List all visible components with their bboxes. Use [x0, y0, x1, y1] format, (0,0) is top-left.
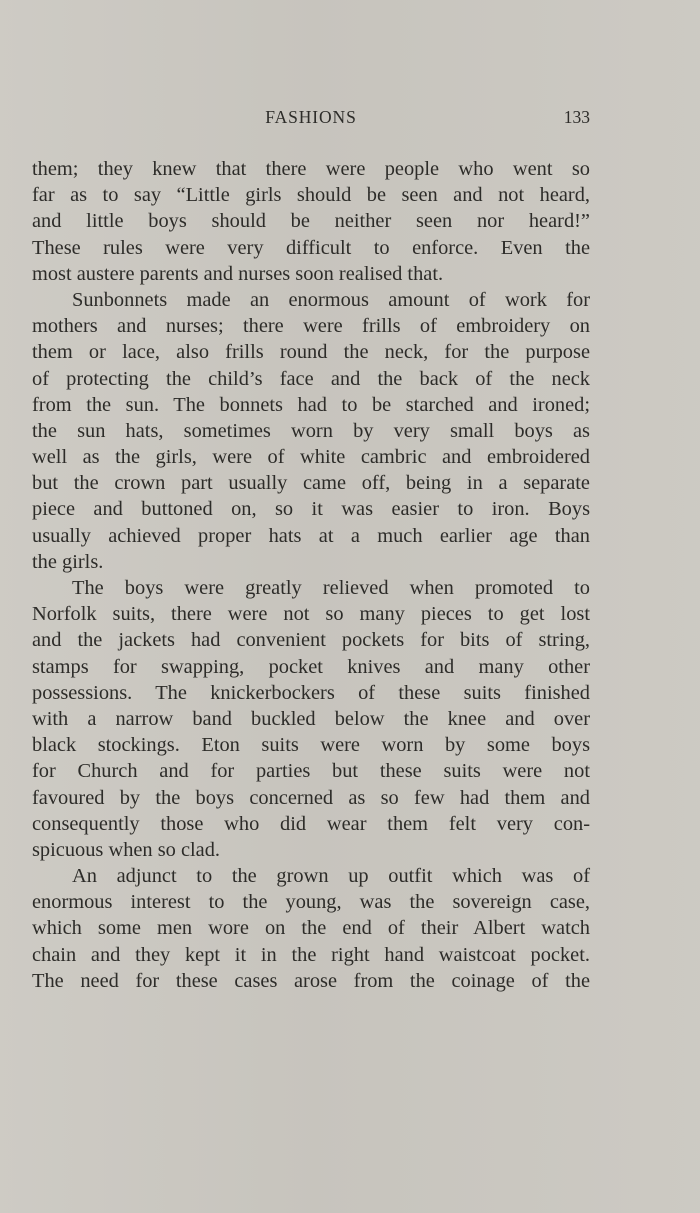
text-line: the sun hats, sometimes worn by very small boys as	[32, 419, 590, 442]
text-line: favoured by the boys concerned as so few had them and	[32, 786, 590, 809]
text-line: possessions. The knickerbockers of these suits finished	[32, 681, 590, 704]
text-line: them or lace, also frills round the neck, for the purpose	[32, 341, 590, 364]
text-line: spicuous when so clad.	[32, 838, 221, 861]
text-line: them; they knew that there were people who went so	[32, 158, 590, 180]
text-line: of protecting the child’s face and the back of the neck	[32, 367, 590, 390]
text-line: Sunbonnets made an enormous amount of work for	[72, 288, 590, 311]
text-line: Norfolk suits, there were not so many pieces to get lost	[32, 603, 590, 626]
text-line: well as the girls, were of white cambric and embroidered	[32, 446, 590, 469]
text-line: which some men wore on the end of their Albert watch	[32, 917, 590, 940]
text-line: The boys were greatly relieved when promoted to	[72, 577, 590, 599]
text-line: mothers and nurses; there were frills of embroidery on	[32, 315, 590, 338]
text-line: enormous interest to the young, was the sovereign case,	[32, 891, 590, 914]
text-line: most austere parents and nurses soon realised that.	[32, 262, 444, 285]
text-line: chain and they kept it in the right hand waistcoat pocket.	[32, 943, 590, 966]
text-line: The need for these cases arose from the coinage of the	[32, 969, 590, 992]
text-line: from the sun. The bonnets had to be starched and ironed;	[32, 393, 590, 416]
text-line: consequently those who did wear them felt very con-	[32, 812, 590, 835]
text-line: stamps for swapping, pocket knives and many other	[32, 655, 590, 678]
text-line: for Church and for parties but these suits were not	[32, 760, 590, 783]
body-text	[32, 156, 590, 994]
text-line: piece and buttoned on, so it was easier to iron. Boys	[32, 498, 590, 521]
text-line: An adjunct to the grown up outfit which was of	[72, 865, 590, 888]
text-line: far as to say “Little girls should be seen and not heard,	[32, 184, 590, 207]
text-line: but the crown part usually came off, being in a separate	[32, 472, 590, 495]
running-title: FASHIONS	[265, 107, 357, 127]
text-line: and little boys should be neither seen nor heard!”	[32, 210, 590, 233]
page-number: 133	[563, 107, 590, 127]
text-line: the girls.	[32, 550, 104, 573]
text-line: usually achieved proper hats at a much earlier age than	[32, 524, 590, 547]
running-header	[32, 103, 590, 133]
text-line: with a narrow band buckled below the knee and over	[32, 707, 590, 730]
text-line: black stockings. Eton suits were worn by some boys	[32, 734, 590, 757]
text-line: and the jackets had convenient pockets for bits of string,	[32, 629, 590, 652]
text-line: These rules were very difficult to enforce. Even the	[32, 236, 590, 259]
